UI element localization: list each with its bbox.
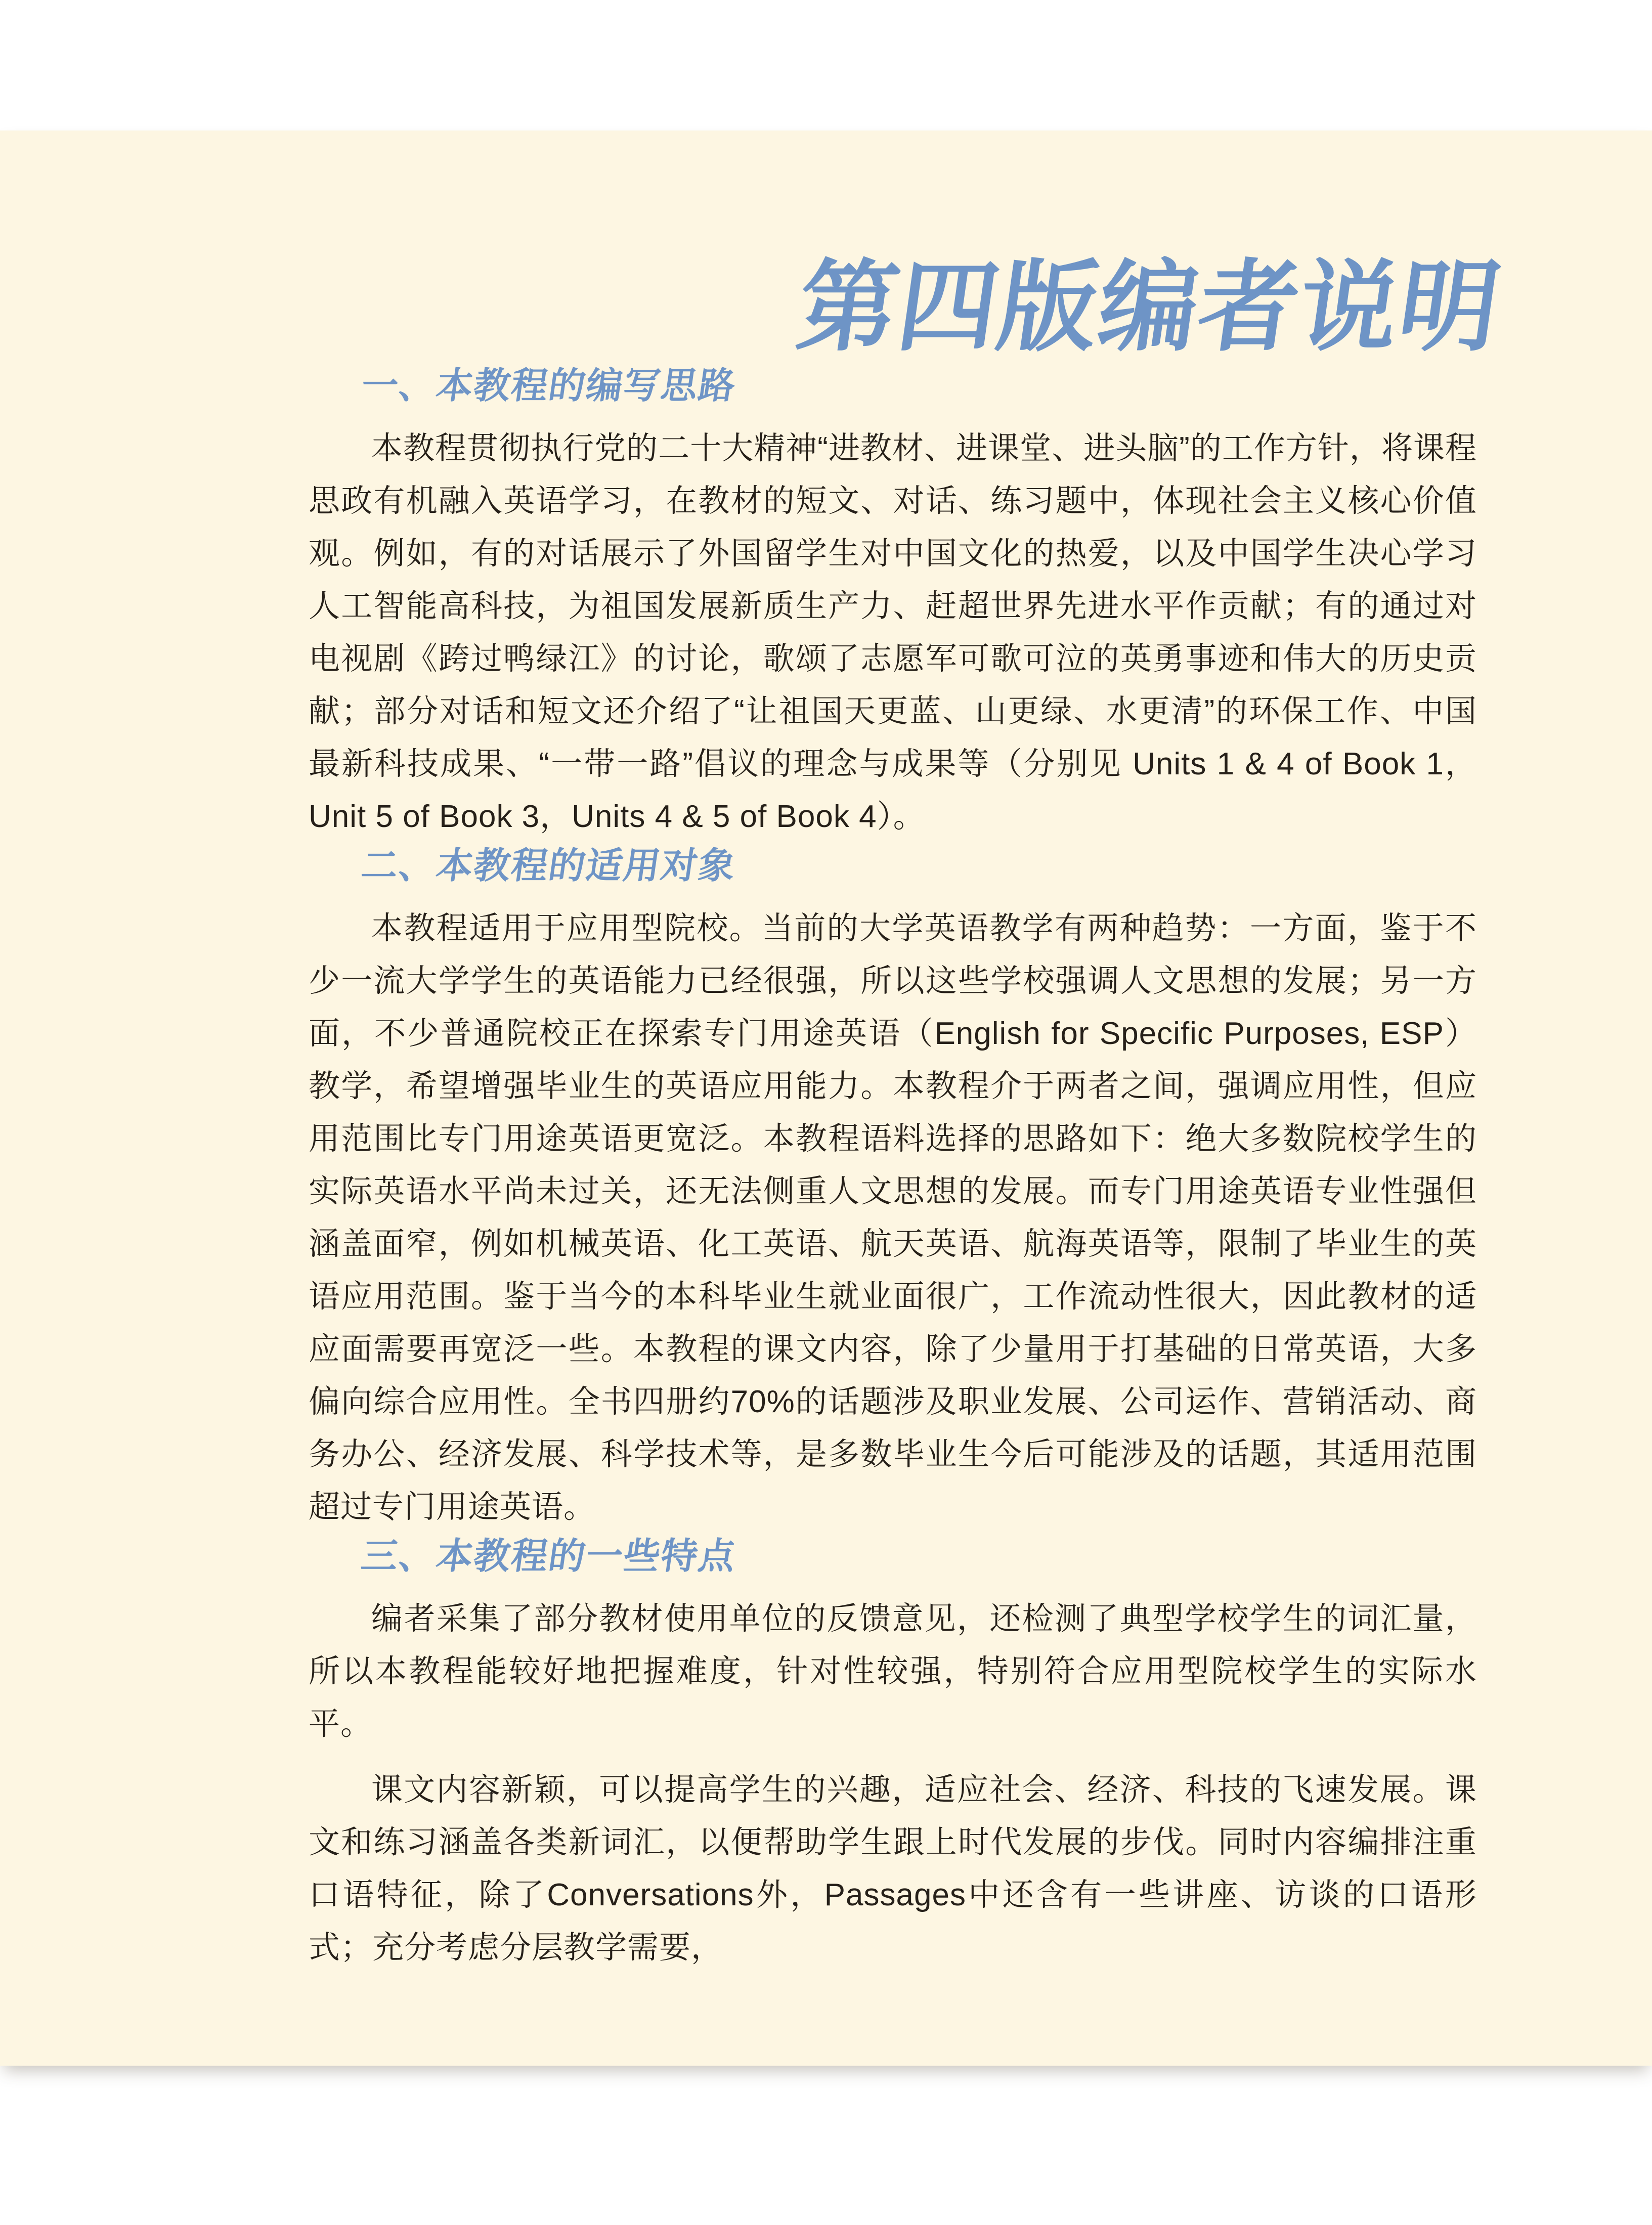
section-1-paragraph: 本教程贯彻执行党的二十大精神“进教材、进课堂、进头脑”的工作方针，将课程思政有机融入英语学习，在教材的短文、对话、练习题中，体现社会主义核心价值观。例如，有的对话展示了外国留学生对中国文化的热爱，以及中国学生决心学习人工智能高科技，为祖国发展新质生产力、赶超世界先进水平作贡献；有的通过对电视剧《跨过鸭绿江》的讨论，歌颂了志愿军可歌可泣的英勇事迹和伟大的历史贡献；部分对话和短文还介绍了“让祖国天更蓝、山更绿、水更清”的环保工作、中国最新科技成果、“一带一路”倡议的理念与成果等（分别见 Units 1 & 4 of Book 1，Unit 5 of Book 3，Units 4 & 5 of Book 4）。 (309, 431, 1477, 834)
section-2-paragraph: 本教程适用于应用型院校。当前的大学英语教学有两种趋势：一方面，鉴于不少一流大学学生的英语能力已经很强，所以这些学校强调人文思想的发展；另一方面，不少普通院校正在探索专门用途英语（English for Specific Purposes, ESP）教学，希望增强毕业生的英语应用能力。本教程介于两者之间，强调应用性，但应用范围比专门用途英语更宽泛。本教程语料选择的思路如下：绝大多数院校学生的实际英语水平尚未过关，还无法侧重人文思想的发展。而专门用途英语专业性强但涵盖面窄，例如机械英语、化工英语、航天英语、航海英语等，限制了毕业生的英语应用范围。鉴于当今的本科毕业生就业面很广，工作流动性很大，因此教材的适应面需要再宽泛一些。本教程的课文内容，除了少量用于打基础的日常英语，大多偏向综合应用性。全书四册约70%的话题涉及职业发展、公司运作、营销活动、商务办公、经济发展、科学技术等，是多数毕业生今后可能涉及的话题，其适用范围超过专门用途英语。 (309, 911, 1477, 1524)
section-2-heading: 二、本教程的适用对象 (359, 846, 739, 886)
section-3-paragraph-2: 课文内容新颖，可以提高学生的兴趣，适应社会、经济、科技的飞速发展。课文和练习涵盖各类新词汇，以便帮助学生跟上时代发展的步伐。同时内容编排注重口语特征，除了Conversations外，Passages中还含有一些讲座、访谈的口语形式；充分考虑分层教学需要， (309, 1772, 1477, 1965)
section-3-paragraph-1: 编者采集了部分教材使用单位的反馈意见，还检测了典型学校学生的词汇量，所以本教程能较好地把握难度，针对性较强，特别符合应用型院校学生的实际水平。 (309, 1601, 1477, 1741)
section-1-heading: 一、本教程的编写思路 (359, 366, 739, 406)
book-sheet (0, 130, 1652, 2066)
section-3-heading: 三、本教程的一些特点 (359, 1536, 739, 1577)
text-column (309, 130, 1508, 1974)
page-title: 第四版编者说明 (791, 252, 1508, 363)
